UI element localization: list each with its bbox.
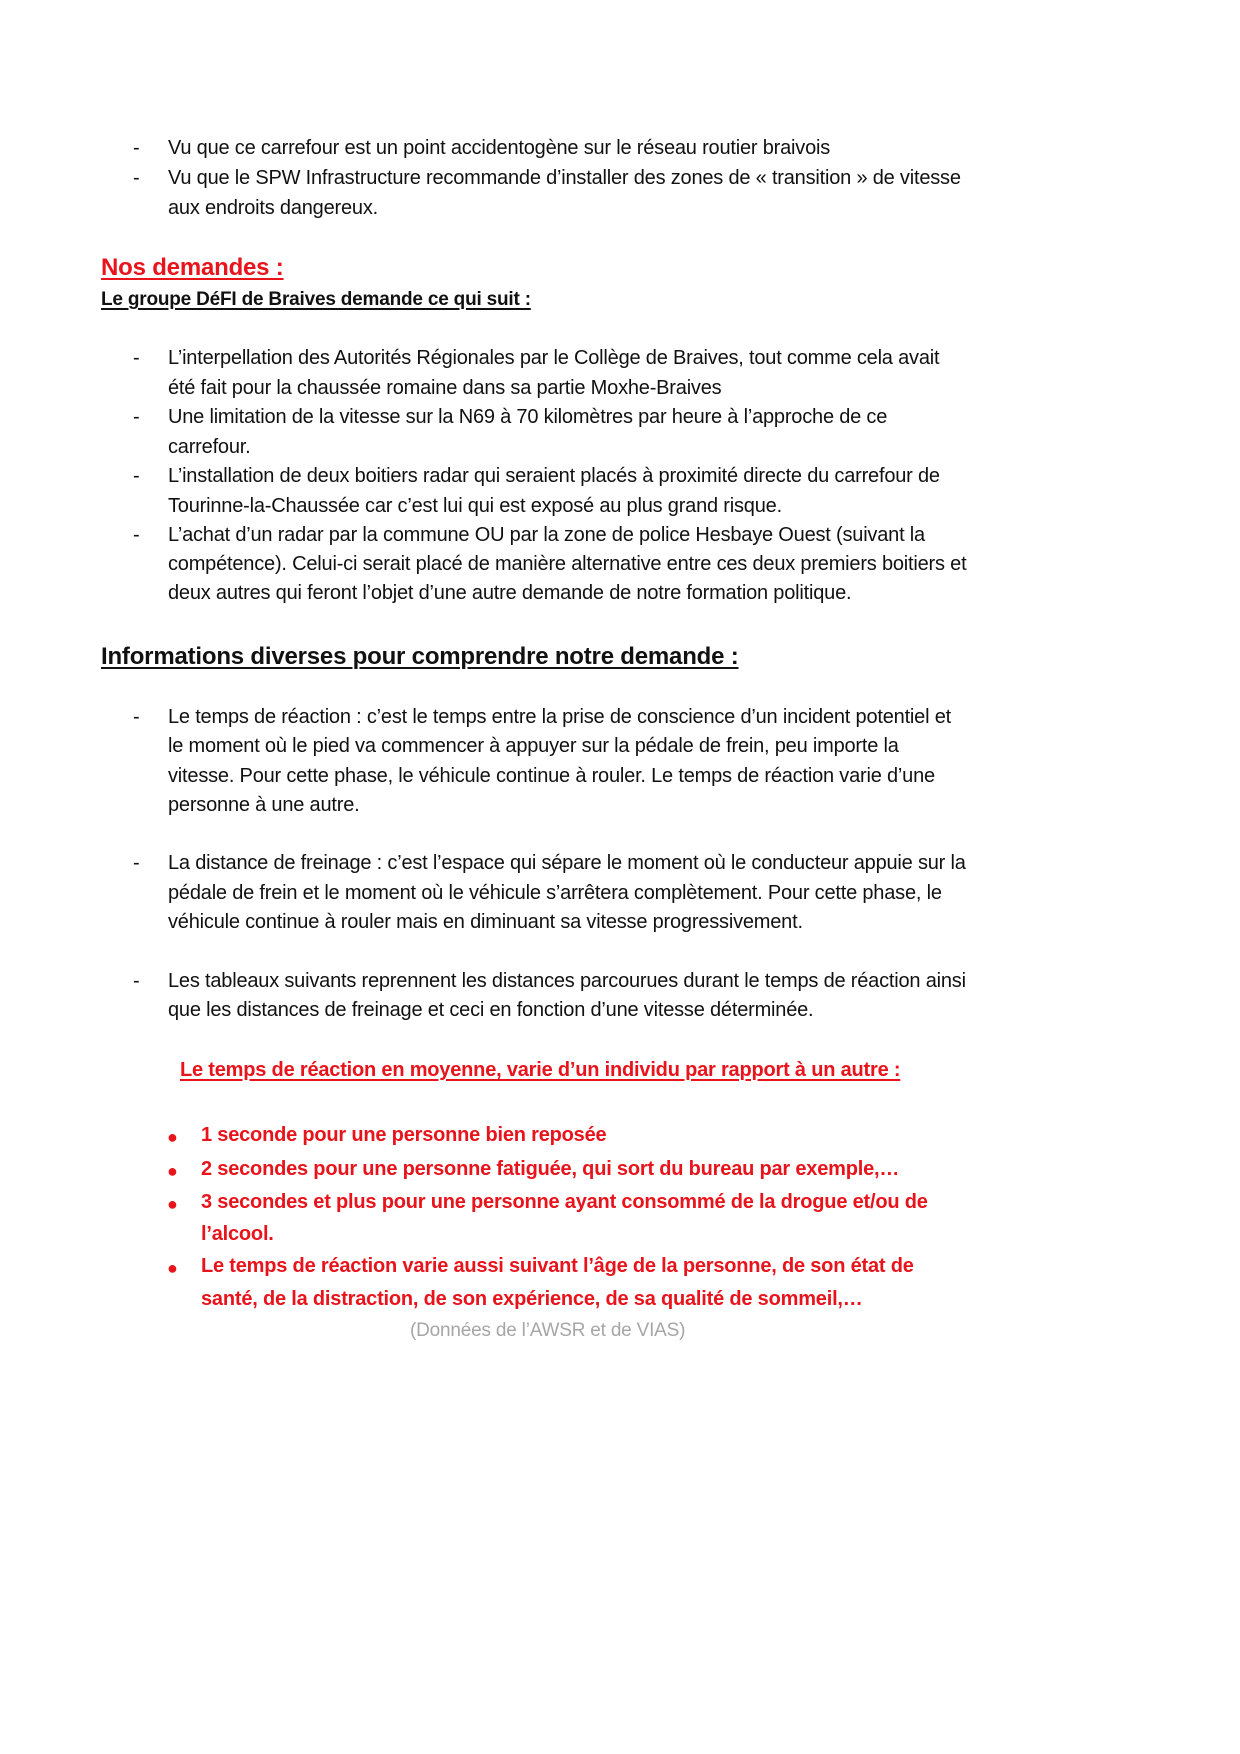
demand-item-line: été fait pour la chaussée romaine dans sa partie Moxhe-Braives (168, 377, 722, 399)
intro-item-line: aux endroits dangereux. (168, 197, 378, 219)
dash-bullet: - (133, 852, 140, 874)
bullet-dot-icon: ● (167, 1258, 178, 1278)
info-item-line: La distance de freinage : c’est l’espace qui sépare le moment où le conducteur appuie sur la (168, 852, 966, 874)
info-item-line: personne à une autre. (168, 794, 360, 816)
demand-item-line: Tourinne-la-Chaussée car c’est lui qui est exposé au plus grand risque. (168, 495, 782, 517)
demand-item-line: L’interpellation des Autorités Régionales par le Collège de Braives, tout comme cela avait (168, 347, 940, 369)
info-heading: Informations diverses pour comprendre notre demande : (101, 643, 739, 670)
bullet-dot-icon: ● (167, 1194, 178, 1214)
reaction-item-line: l’alcool. (201, 1223, 274, 1245)
dash-bullet: - (133, 167, 140, 189)
reaction-item-line: 2 secondes pour une personne fatiguée, qui sort du bureau par exemple,… (201, 1158, 900, 1180)
demand-item-line: deux autres qui feront l’objet d’une autre demande de notre formation politique. (168, 582, 852, 604)
demands-heading: Nos demandes : (101, 254, 284, 281)
info-item-line: Le temps de réaction : c’est le temps entre la prise de conscience d’un incident potentiel et (168, 706, 951, 728)
bullet-dot-icon: ● (167, 1161, 178, 1181)
reaction-item-line: 1 seconde pour une personne bien reposée (201, 1124, 607, 1146)
demand-item-line: L’installation de deux boitiers radar qui seraient placés à proximité directe du carrefour de (168, 465, 940, 487)
dash-bullet: - (133, 406, 140, 428)
info-item-line: que les distances de freinage et ceci en fonction d’une vitesse déterminée. (168, 999, 814, 1021)
demands-subheading: Le groupe DéFI de Braives demande ce qui suit : (101, 289, 531, 310)
bullet-dot-icon: ● (167, 1127, 178, 1147)
info-item-line: le moment où le pied va commencer à appuyer sur la pédale de frein, peu importe la (168, 735, 899, 757)
intro-item-line: Vu que ce carrefour est un point accidentogène sur le réseau routier braivois (168, 137, 831, 159)
source-note: (Données de l’AWSR et de VIAS) (410, 1320, 686, 1341)
info-item-line: véhicule continue à rouler mais en diminuant sa vitesse progressivement. (168, 911, 803, 933)
dash-bullet: - (133, 706, 140, 728)
info-item-line: vitesse. Pour cette phase, le véhicule continue à rouler. Le temps de réaction varie d’une (168, 765, 935, 787)
info-item-line: Les tableaux suivants reprennent les distances parcourues durant le temps de réaction ainsi (168, 970, 966, 992)
demand-item-line: L’achat d’un radar par la commune OU par la zone de police Hesbaye Ouest (suivant la (168, 524, 925, 546)
dash-bullet: - (133, 465, 140, 487)
dash-bullet: - (133, 347, 140, 369)
reaction-item-line: 3 secondes et plus pour une personne ayant consommé de la drogue et/ou de (201, 1191, 928, 1213)
intro-item-line: Vu que le SPW Infrastructure recommande d’installer des zones de « transition » de vitesse (168, 167, 961, 189)
reaction-item-line: Le temps de réaction varie aussi suivant l’âge de la personne, de son état de (201, 1255, 914, 1277)
reaction-item-line: santé, de la distraction, de son expérience, de sa qualité de sommeil,… (201, 1288, 863, 1310)
dash-bullet: - (133, 970, 140, 992)
reaction-heading: Le temps de réaction en moyenne, varie d’un individu par rapport à un autre : (180, 1059, 901, 1081)
demand-item-line: Une limitation de la vitesse sur la N69 à 70 kilomètres par heure à l’approche de ce (168, 406, 888, 428)
dash-bullet: - (133, 524, 140, 546)
info-item-line: pédale de frein et le moment où le véhicule s’arrêtera complètement. Pour cette phase, le (168, 882, 942, 904)
demand-item-line: carrefour. (168, 436, 251, 458)
demand-item-line: compétence). Celui-ci serait placé de manière alternative entre ces deux premiers boitiers et (168, 553, 967, 575)
dash-bullet: - (133, 137, 140, 159)
